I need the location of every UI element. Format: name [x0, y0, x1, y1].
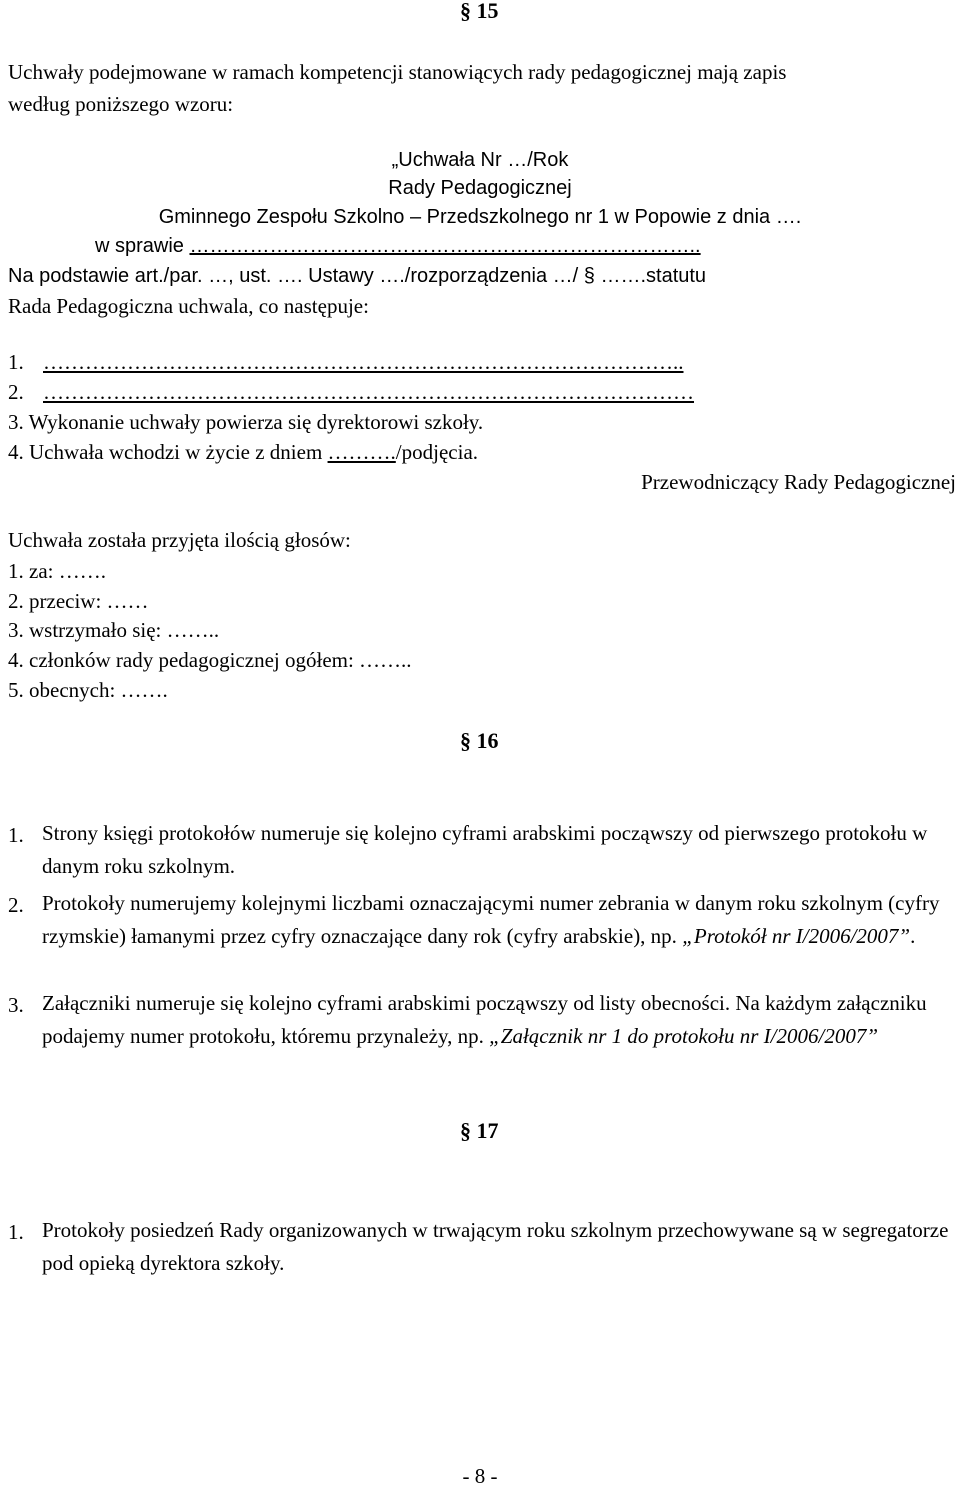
- vote-present: 5. obecnych: …….: [8, 678, 168, 702]
- vote-against: 2. przeciw: ……: [8, 589, 149, 613]
- section-heading-17: § 17: [460, 1118, 499, 1143]
- s17-item-1-number: 1.: [8, 1220, 24, 1244]
- section-heading-16: § 16: [460, 728, 499, 753]
- votes-heading: Uchwała została przyjęta ilością głosów:: [8, 528, 351, 552]
- s16-item-1-text: Strony księgi protokołów numeruje się kolejno cyframi arabskimi począwszy od pierwszego protokołu w danym roku szkolnym.: [42, 821, 928, 878]
- intro-line-1: Uchwały podejmowane w ramach kompetencji stanowiących rady pedagogicznej mają zapis: [8, 60, 787, 84]
- vote-abstained: 3. wstrzymało się: ……..: [8, 618, 220, 642]
- item-1-number: 1.: [8, 350, 24, 374]
- s16-item-3-text: [42, 987, 953, 1053]
- item-4-prefix: 4. Uchwała wchodzi w życie z dniem: [8, 440, 328, 464]
- item-2-dots: …………………………………………………………………………………: [43, 380, 694, 404]
- s16-item-3-example: „Załącznik nr 1 do protokołu nr I/2006/2007”: [489, 1024, 879, 1048]
- s16-item-1: [8, 823, 953, 883]
- item-2-number: 2.: [8, 380, 24, 404]
- section-heading-15: § 15: [460, 0, 499, 23]
- item-4-suffix: /podjęcia.: [395, 440, 479, 464]
- template-title-1: „Uchwała Nr …/Rok: [391, 149, 569, 171]
- page-number: - 8 -: [462, 1464, 498, 1488]
- subject-prefix: w sprawie: [95, 235, 184, 257]
- s16-item-2-example: „Protokół nr I/2006/2007”: [682, 924, 911, 948]
- template-decides: Rada Pedagogiczna uchwala, co następuje:: [8, 294, 369, 318]
- s16-item-3-number: 3.: [8, 993, 24, 1017]
- signature-line: Przewodniczący Rady Pedagogicznej: [641, 470, 956, 494]
- s16-item-2-text-b: .: [910, 924, 916, 948]
- s16-item-2-text-a: Protokoły numerujemy kolejnymi liczbami oznaczającymi numer zebrania w danym roku szkolnym (cyfry rzymskie) łamanymi przez cyfry oznaczające dany rok (cyfry arabskie), np.: [42, 891, 940, 948]
- s16-item-1-number: 1.: [8, 823, 24, 847]
- vote-for: 1. za: …….: [8, 559, 106, 583]
- template-item-1: [8, 352, 684, 373]
- item-4-dots: ……….: [327, 440, 396, 464]
- template-title-2: Rady Pedagogicznej: [388, 177, 572, 199]
- s16-item-3: [8, 993, 953, 1053]
- subject-dots: …………………………………………………………………..: [189, 235, 701, 257]
- item-1-dots: ………………………………………………………………………………..: [43, 350, 684, 374]
- template-subject: [95, 236, 701, 256]
- template-basis: Na podstawie art./par. …, ust. …. Ustawy …./rozporządzenia …/ § …….statutu: [8, 265, 707, 287]
- template-item-4: [8, 442, 478, 463]
- s17-item-1-text: Protokoły posiedzeń Rady organizowanych w trwającym roku szkolnym przechowywane są w segregatorze pod opieką dyrektora szkoły.: [42, 1218, 949, 1275]
- s16-item-2-text: [42, 887, 953, 953]
- s16-item-3-text-a: Załączniki numeruje się kolejno cyframi arabskimi począwszy od listy obecności. Na każdym załączniku podajemy numer protokołu, któremu przynależy, np.: [42, 991, 927, 1048]
- s16-item-2-number: 2.: [8, 893, 24, 917]
- template-title-3: Gminnego Zespołu Szkolno – Przedszkolnego nr 1 w Popowie z dnia ….: [158, 206, 802, 228]
- s16-item-2: [8, 893, 953, 953]
- intro-line-2: według poniższego wzoru:: [8, 92, 234, 116]
- vote-members-total: 4. członków rady pedagogicznej ogółem: ……..: [8, 648, 412, 672]
- template-item-2: [8, 382, 694, 403]
- s17-item-1: [8, 1220, 953, 1280]
- template-item-3: 3. Wykonanie uchwały powierza się dyrektorowi szkoły.: [8, 410, 484, 434]
